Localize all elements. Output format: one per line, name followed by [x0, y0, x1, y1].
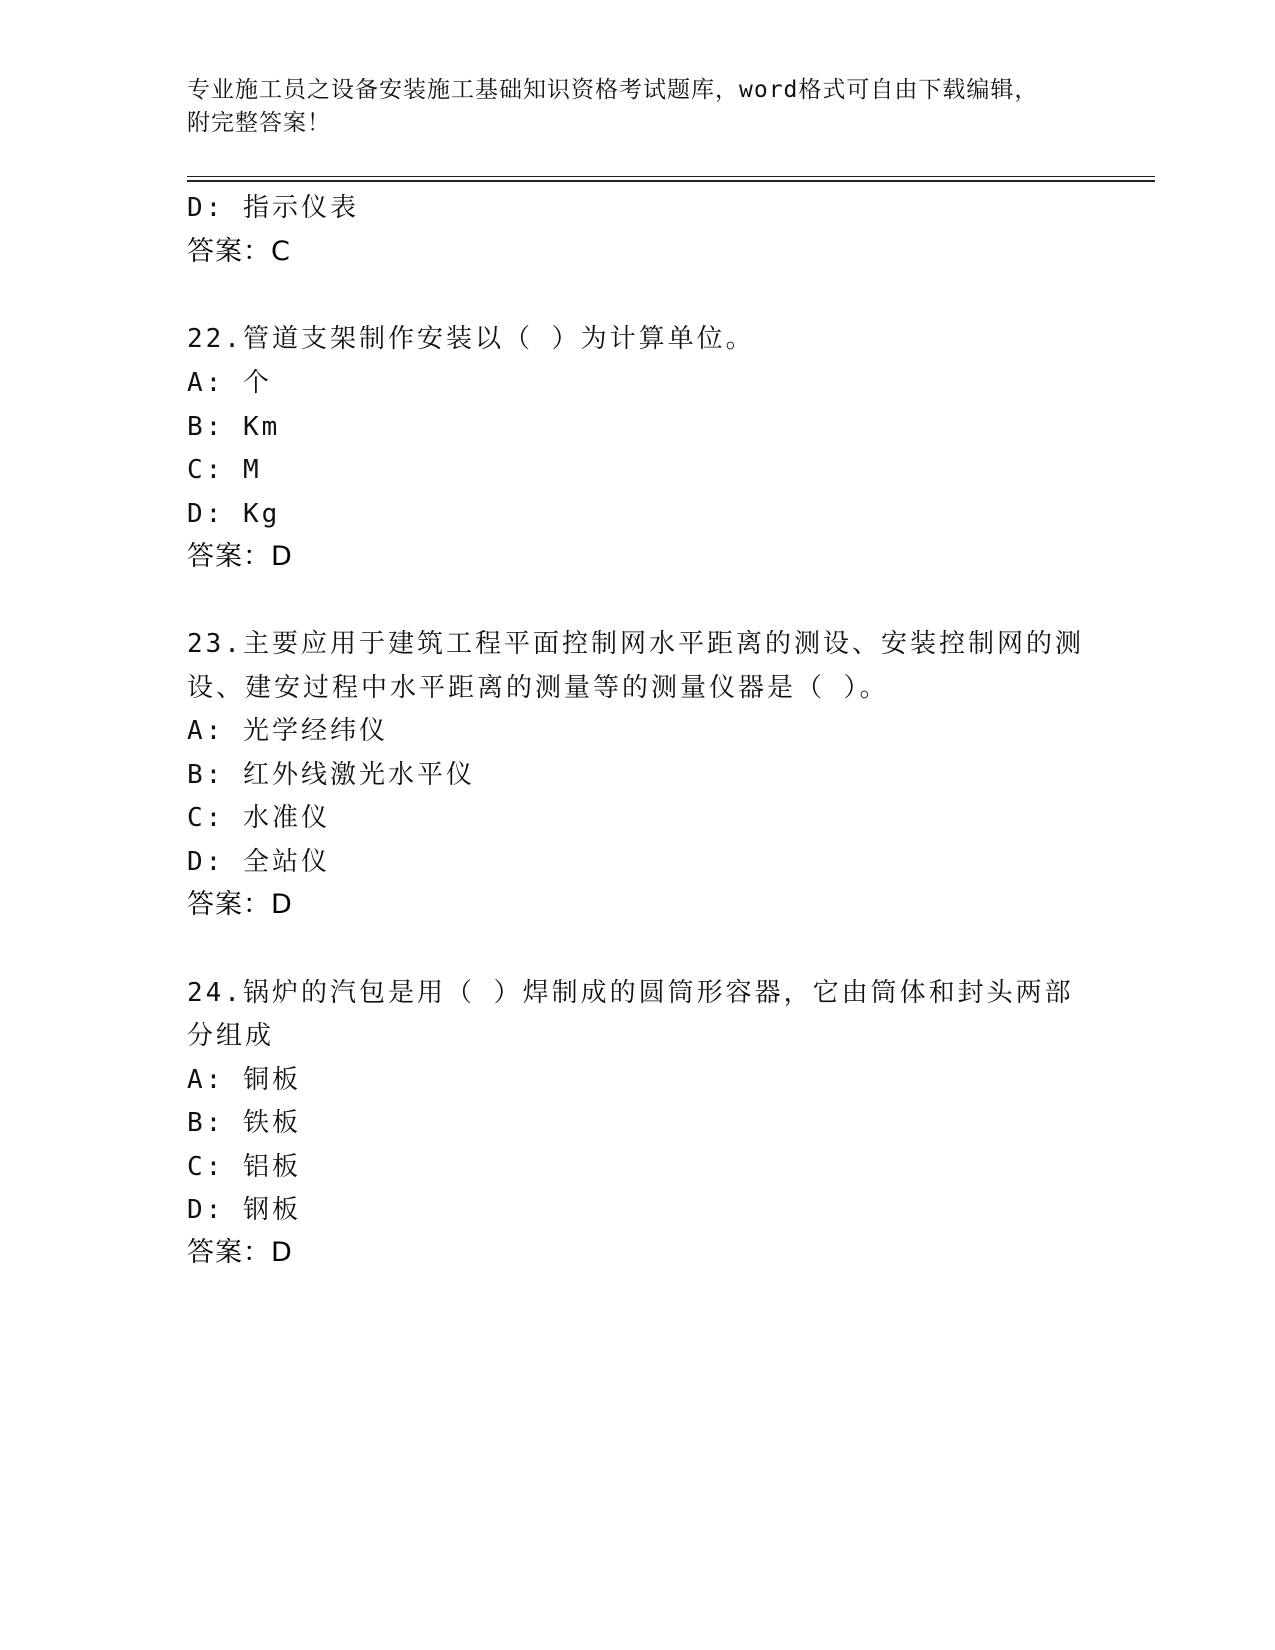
q23-stem-line-1: 23.主要应用于建筑工程平面控制网水平距离的测设、安装控制网的测: [187, 629, 1084, 659]
header-line-1: 专业施工员之设备安装施工基础知识资格考试题库，word格式可自由下载编辑，: [187, 77, 1039, 103]
header-divider-thin: [187, 176, 1155, 177]
q22-option-c: C: M: [187, 455, 262, 485]
q22-answer: 答案：D: [187, 541, 293, 572]
q22-stem: 22.管道支架制作安装以（ ）为计算单位。: [187, 324, 755, 354]
prev-option-d: D: 指示仪表: [187, 193, 359, 223]
q22-option-d: D: Kg: [187, 499, 281, 529]
header-line-2: 附完整答案！: [187, 110, 331, 136]
q24-option-c: C: 铝板: [187, 1152, 301, 1182]
q24-stem-line-1: 24.锅炉的汽包是用（ ）焊制成的圆筒形容器，它由筒体和封头两部: [187, 978, 1074, 1008]
q24-stem-line-2: 分组成: [187, 1021, 275, 1051]
q24-answer: 答案：D: [187, 1237, 293, 1268]
q24-option-b: B: 铁板: [187, 1108, 301, 1138]
q22-option-b: B: Km: [187, 412, 281, 442]
q23-answer: 答案：D: [187, 889, 293, 920]
document-header: [187, 74, 1067, 140]
q23-option-a: A: 光学经纬仪: [187, 716, 388, 746]
header-divider-thick: [187, 180, 1155, 182]
q23-stem-line-2: 设、建安过程中水平距离的测量等的测量仪器是（ ）。: [187, 673, 889, 703]
q22-option-a: A: 个: [187, 368, 272, 398]
q23-option-d: D: 全站仪: [187, 847, 330, 877]
prev-answer: 答案：C: [187, 236, 291, 267]
q24-option-d: D: 钢板: [187, 1195, 301, 1225]
q24-option-a: A: 铜板: [187, 1065, 301, 1095]
q23-option-b: B: 红外线激光水平仪: [187, 760, 475, 790]
q23-option-c: C: 水准仪: [187, 803, 330, 833]
